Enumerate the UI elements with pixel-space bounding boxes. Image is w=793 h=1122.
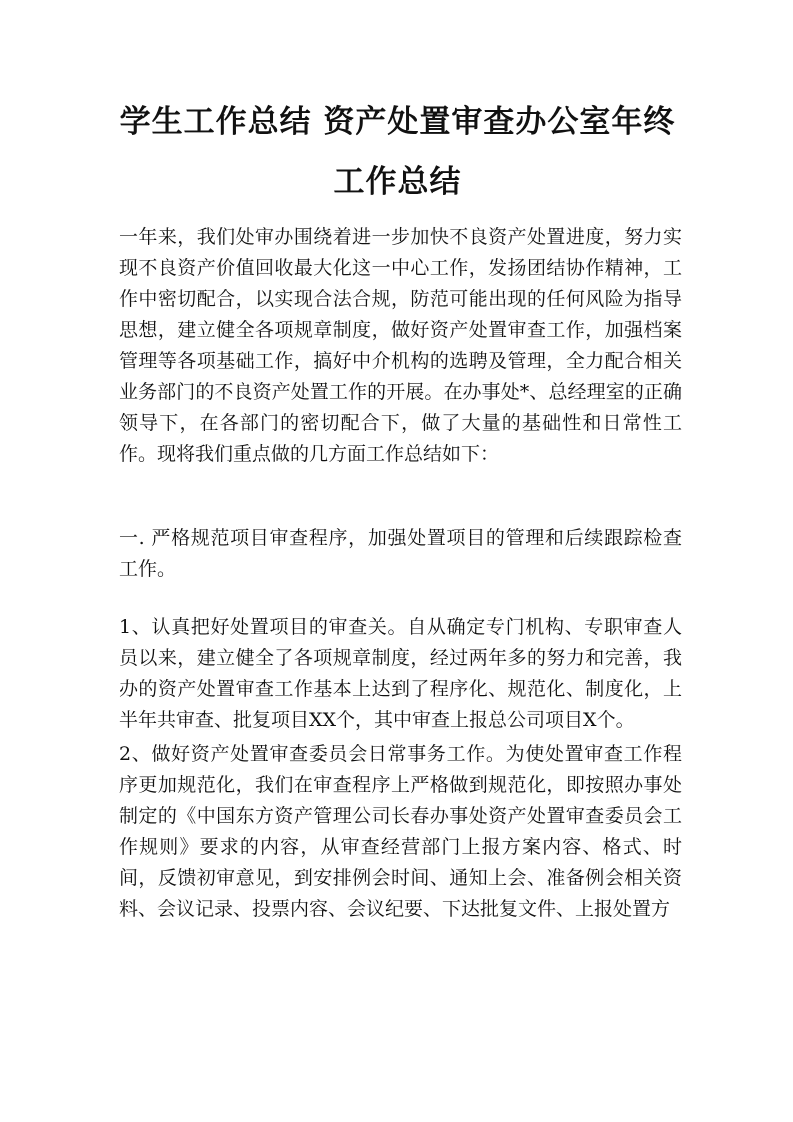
paragraph-item-2: 2、做好资产处置审查委员会日常事务工作。为使处置审查工作程序更加规范化，我们在审查程序上严格做到规范化，即按照办事处制定的《中国东方资产管理公司长春办事处资产处置审查委员会工作规则》要求的内容，从审查经营部门上报方案内容、格式、时间，反馈初审意见，到安排例会时间、通知上会、准备例会相关资料、会议记录、投票内容、会议纪要、下达批复文件、上报处置方: [119, 743, 682, 920]
paragraph-section-1-heading: 一. 严格规范项目审查程序，加强处置项目的管理和后续跟踪检查工作。: [119, 527, 682, 580]
paragraph-item-1: 1、认真把好处置项目的审查关。自从确定专门机构、专职审查人员以来，建立健全了各项规章制度，经过两年多的努力和完善，我办的资产处置审查工作基本上达到了程序化、规范化、制度化，上半年共审查、批复项目XX个，其中审查上报总公司项目X个。: [119, 616, 682, 731]
document-title: 学生工作总结 资产处置审查办公室年终工作总结: [119, 104, 676, 200]
paragraph-intro: 一年来，我们处审办围绕着进一步加快不良资产处置进度，努力实现不良资产价值回收最大化这一中心工作，发扬团结协作精神，工作中密切配合，以实现合法合规，防范可能出现的任何风险为指导思想，建立健全各项规章制度，做好资产处置审查工作，加强档案管理等各项基础工作，搞好中介机构的选聘及管理，全力配合相关业务部门的不良资产处置工作的开展。在办事处*、总经理室的正确领导下，在各部门的密切配合下，做了大量的基础性和日常性工作。现将我们重点做的几方面工作总结如下：: [119, 226, 682, 465]
